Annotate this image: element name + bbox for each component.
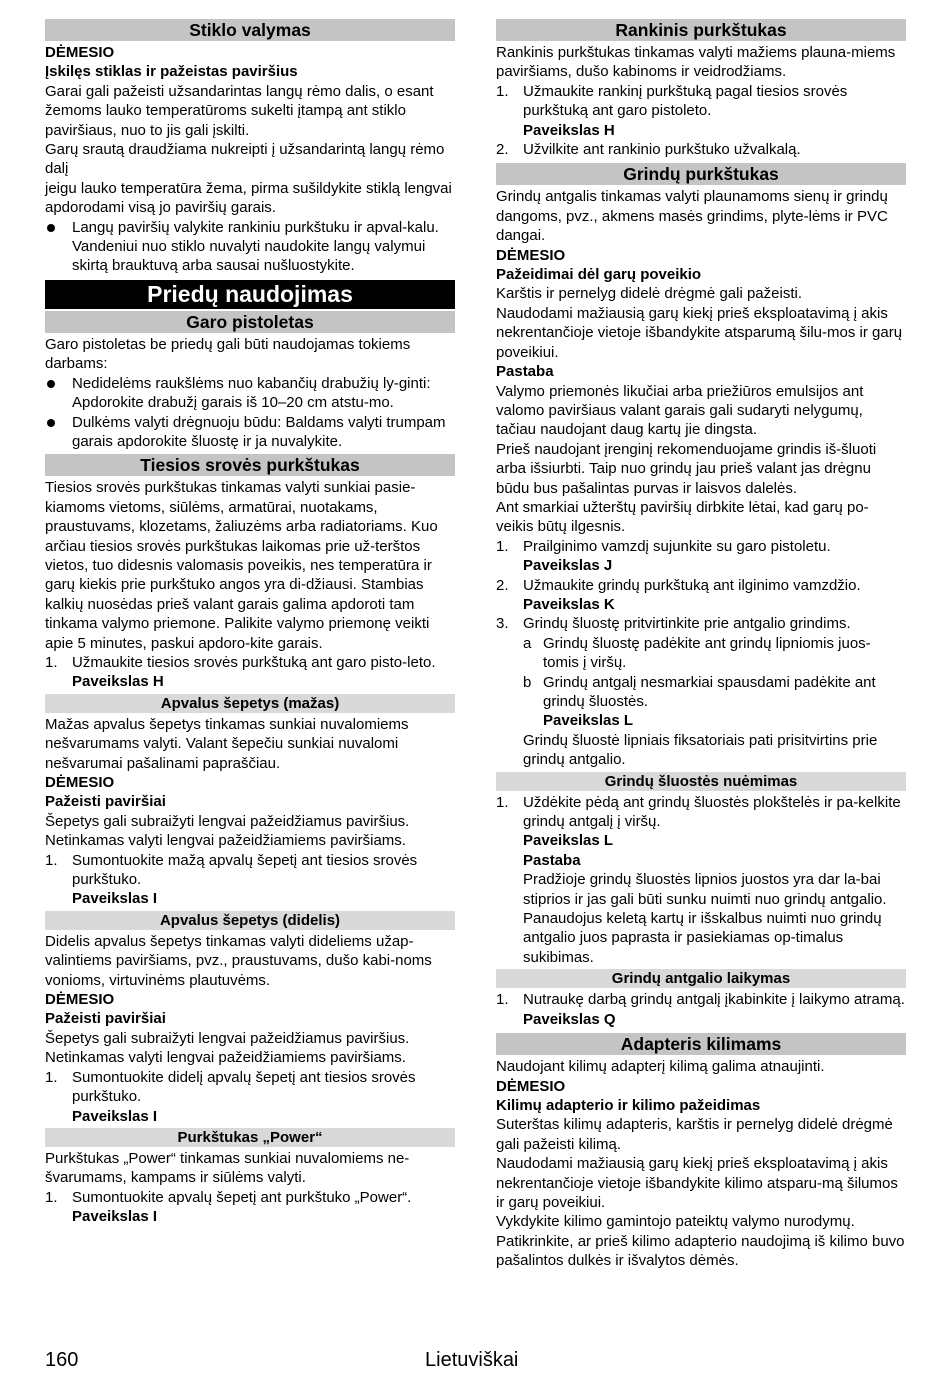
subsection-heading: Grindų šluostės nuėmimas — [496, 772, 906, 791]
step-text: Užmaukite grindų purkštuką ant ilginimo vamzdžio. — [523, 576, 861, 594]
section-heading: Tiesios srovės purkštukas — [45, 454, 455, 476]
step-item — [496, 576, 906, 615]
subsection-heading: Apvalus šepetys (didelis) — [45, 911, 455, 930]
step-number: 3. — [496, 615, 509, 633]
step-text: Nutraukę darbą grindų antgalį įkabinkite į laikymo atramą. — [523, 991, 905, 1009]
warning-label: DĖMESIO — [496, 1077, 566, 1095]
step-text: Sumontuokite mažą apvalų šepetį ant tiesios srovės purkštuko. — [72, 851, 418, 889]
chapter-heading: Priedų naudojimas — [45, 280, 455, 309]
warning-title: Kilimų adapterio ir kilimo pažeidimas — [496, 1096, 761, 1114]
figure-reference: Paveikslas L — [543, 712, 634, 730]
paragraph: Karštis ir pernelyg didelė drėgmė gali pažeisti. — [496, 285, 802, 303]
subsection-heading: Grindų antgalio laikymas — [496, 969, 906, 988]
note-label: Pastaba — [496, 363, 554, 381]
bullet-item — [45, 218, 455, 276]
paragraph: Šepetys gali subraižyti lengvai pažeidžiamus paviršius. Netinkamas valyti lengvai pažeidžiamiems paviršiams. — [45, 812, 410, 850]
step-number: 1. — [496, 82, 509, 100]
step-text: Užmaukite rankinį purkštuką pagal tiesios srovės purkštuką ant garo pistoleto. — [523, 82, 848, 120]
substep-item — [496, 673, 906, 731]
step-text: Uždėkite pėdą ant grindų šluostės plokštelės ir pa-kelkite grindų antgalį į viršų. — [523, 793, 901, 831]
note-text: Pradžioje grindų šluostės lipnios juostos yra dar la-bai stiprios ir jas gali būti sunku nuimti nuo grindų antgalio. Panaudojus keletą kartų ir išskalbus nuimti nuo grindų antgalio juos paprasta ir pasiekiamas op-timalus sukibimas. — [523, 871, 887, 966]
figure-reference: Paveikslas I — [72, 1107, 158, 1125]
paragraph: Garų srautą draudžiama nukreipti į užsandarintą langų rėmo dalį — [45, 141, 445, 178]
warning-label: DĖMESIO — [45, 774, 115, 791]
paragraph: Suterštas kilimų adapteris, karštis ir pernelyg didelė drėgmė gali pažeisti kilimą. — [496, 1116, 893, 1153]
bullet-icon — [47, 419, 55, 427]
bullet-item — [45, 413, 455, 452]
step-number: 1. — [45, 851, 58, 869]
substep-text: Grindų šluostę padėkite ant grindų lipniomis juos-tomis į viršų. — [543, 634, 871, 672]
warning-title: Pažeisti paviršiai — [45, 1010, 166, 1028]
figure-reference: Paveikslas I — [72, 1208, 158, 1226]
bullet-text: Langų paviršių valykite rankiniu purkštuku ir apval-kalu. Vandeniui nuo stiklo nuvalyti naudokite langų valymui skirtą brauktuvą arba sausai nušluostykite. — [72, 218, 439, 275]
substep-item — [496, 634, 906, 673]
bullet-item — [45, 374, 455, 413]
figure-reference: Paveikslas L — [523, 832, 614, 850]
bullet-text: Dulkėms valyti drėgnuoju būdu: Baldams valyti trumpam garais apdorokite šluostę ir ja nuvalykite. — [72, 413, 446, 450]
section-heading: Garo pistoletas — [45, 311, 455, 333]
paragraph: Naudodami mažiausią garų kiekį prieš eksploatavimą į akis nekrentančioje vietoje išbandykite kilimo atsparu-mą šilumos ir garų poveikiui. — [496, 1155, 898, 1211]
figure-reference: Paveikslas H — [523, 121, 615, 139]
step-number: 1. — [45, 1188, 58, 1206]
paragraph: jeigu lauko temperatūra žema, pirma sušildykite stiklą lengvai apdorodami visą jo paviršių garais. — [45, 179, 452, 217]
step-item — [496, 793, 906, 851]
warning-label: DĖMESIO — [45, 44, 115, 61]
figure-reference: Paveikslas H — [72, 673, 164, 691]
paragraph: Purkštukas „Power“ tinkamas sunkiai nuvalomiems ne-švarumams, kampams ir siūlėms valyti. — [45, 1149, 410, 1187]
step-item — [496, 82, 906, 140]
section-heading: Stiklo valymas — [45, 19, 455, 41]
step-text: Sumontuokite didelį apvalų šepetį ant tiesios srovės purkštuko. — [72, 1068, 416, 1106]
step-number: 1. — [496, 537, 509, 555]
step-text: Sumontuokite apvalų šepetį ant purkštuko „Power“. — [72, 1188, 412, 1206]
paragraph: Garai gali pažeisti užsandarintas langų rėmo dalis, o esant žemoms lauko temperatūroms sukelti įtampą ant stiklo paviršiaus, nuo to jis gali įskilti. — [45, 82, 434, 139]
substep-letter: b — [523, 673, 532, 691]
paragraph: Prieš naudojant įrenginį rekomenduojame grindis iš-šluoti arba išsiurbti. Taip nuo grindų jau prieš valant jas drėgnu būdu bus pašalintas purvas ir laisvos dalelės. — [496, 440, 877, 497]
step-number: 1. — [45, 653, 58, 671]
step-item — [496, 614, 906, 633]
step-number: 1. — [45, 1068, 58, 1086]
paragraph: Garo pistoletas be priedų gali būti naudojamas tokiems darbams: — [45, 335, 411, 373]
subsection-heading: Purkštukas „Power“ — [45, 1128, 455, 1147]
paragraph: Vykdykite kilimo gamintojo pateiktų valymo nurodymų. — [496, 1213, 855, 1231]
warning-label: DĖMESIO — [496, 246, 566, 264]
left-column — [45, 19, 455, 1227]
subsection-heading: Apvalus šepetys (mažas) — [45, 694, 455, 713]
figure-reference: Paveikslas J — [523, 557, 613, 575]
substep-text: Grindų antgalį nesmarkiai spausdami padėkite ant grindų šluostės. — [543, 673, 876, 710]
paragraph: Valymo priemonės likučiai arba priežiūros emulsijos ant valomo paviršiaus valant garais gali sudaryti nelygumų, tačiau naudojant daug kartų jie dingsta. — [496, 382, 864, 439]
step-item — [45, 653, 455, 692]
bullet-icon — [47, 380, 55, 388]
figure-reference: Paveikslas Q — [523, 1010, 616, 1028]
paragraph: Naudojant kilimų adapterį kilimą galima atnaujinti. — [496, 1058, 825, 1076]
bullet-icon — [47, 224, 55, 232]
paragraph: Mažas apvalus šepetys tinkamas sunkiai nuvalomiems nešvarumams valyti. Valant šepečiu sunkiai nuvalomi nešvarumai pašalinami papraščiau. — [45, 715, 409, 772]
section-heading: Adapteris kilimams — [496, 1033, 906, 1055]
section-heading: Rankinis purkštukas — [496, 19, 906, 41]
step-item — [496, 140, 906, 159]
page-number: 160 — [45, 1349, 79, 1371]
step-number: 2. — [496, 141, 509, 159]
step-item — [496, 990, 906, 1029]
warning-title: Pažeidimai dėl garų poveikio — [496, 266, 702, 284]
step-number: 2. — [496, 576, 509, 594]
step-item — [45, 851, 455, 909]
paragraph: Naudodami mažiausią garų kiekį prieš eksploatavimą į akis nekrentančioje vietoje išbandykite atsparumą šilu-mos ir garų poveikiui. — [496, 304, 903, 361]
paragraph: Didelis apvalus šepetys tinkamas valyti dideliems užap-valintiems paviršiams, pvz., praustuvams, dušo kabi-noms vonioms, virtuvinėms plautuvėms. — [45, 932, 432, 989]
bullet-text: Nedidelėms raukšlėms nuo kabančių drabužių ly-ginti: Apdorokite drabužį garais iš 10–20 cm atstu-mo. — [72, 374, 431, 412]
step-number: 1. — [496, 793, 509, 811]
paragraph: Grindų antgalis tinkamas valyti plaunamoms sienų ir grindų dangoms, pvz., akmens masės grindims, plyte-lėms ir PVC dangai. — [496, 188, 888, 245]
paragraph: Šepetys gali subraižyti lengvai pažeidžiamus paviršius. Netinkamas valyti lengvai pažeidžiamiems paviršiams. — [45, 1029, 410, 1067]
step-followup-text: Grindų šluostė lipniais fiksatoriais pati prisitvirtins prie grindų antgalio. — [523, 731, 878, 769]
step-item — [45, 1188, 455, 1227]
substep-letter: a — [523, 634, 532, 652]
step-text: Užvilkite ant rankinio purkštuko užvalkalą. — [523, 141, 801, 159]
warning-label: DĖMESIO — [45, 991, 115, 1009]
paragraph: Patikrinkite, ar prieš kilimo adapterio naudojimą iš kilimo buvo pašalintos dulkės ir išvalytos dėmės. — [496, 1232, 905, 1270]
warning-title: Įskilęs stiklas ir pažeistas paviršius — [45, 63, 298, 81]
step-number: 1. — [496, 991, 509, 1009]
figure-reference: Paveikslas I — [72, 890, 158, 908]
step-text: Užmaukite tiesios srovės purkštuką ant garo pisto-leto. — [72, 653, 436, 671]
section-heading: Grindų purkštukas — [496, 163, 906, 185]
step-text: Grindų šluostę pritvirtinkite prie antgalio grindims. — [523, 615, 851, 633]
warning-title: Pažeisti paviršiai — [45, 793, 166, 811]
note-label: Pastaba — [523, 851, 581, 869]
paragraph: Ant smarkiai užterštų paviršių dirbkite lėtai, kad garų po-veikis būtų ilgesnis. — [496, 498, 869, 536]
step-text: Prailginimo vamzdį sujunkite su garo pistoletu. — [523, 537, 831, 555]
footer-language: Lietuviškai — [425, 1349, 519, 1371]
paragraph: Tiesios srovės purkštukas tinkamas valyti sunkiai pasie-kiamoms vietoms, siūlėms, armatūrai, nuotakams, praustuvams, klozetams, žaliuzėms arba radiatoriams. Kuo arčiau tiesios srovės purkštukas laikomas prie už-terštos vietos, tuo didesnis valomasis poveikis, nes temperatūra ir garų kiekis prie purkštuko angos yra di-džiausi. Stambias kalkių nuosėdas prieš valant garais galima apdoroti tam tinkama valymo priemone. Palikite valymo priemonę veikti apie 5 minutes, paskui apdoro-kite garais. — [45, 479, 438, 652]
step-item — [45, 1068, 455, 1126]
paragraph: Rankinis purkštukas tinkamas valyti mažiems plauna-miems paviršiams, dušo kabinoms ir veidrodžiams. — [496, 44, 896, 81]
right-column — [496, 19, 906, 1271]
step-item — [496, 537, 906, 576]
figure-reference: Paveikslas K — [523, 595, 615, 613]
